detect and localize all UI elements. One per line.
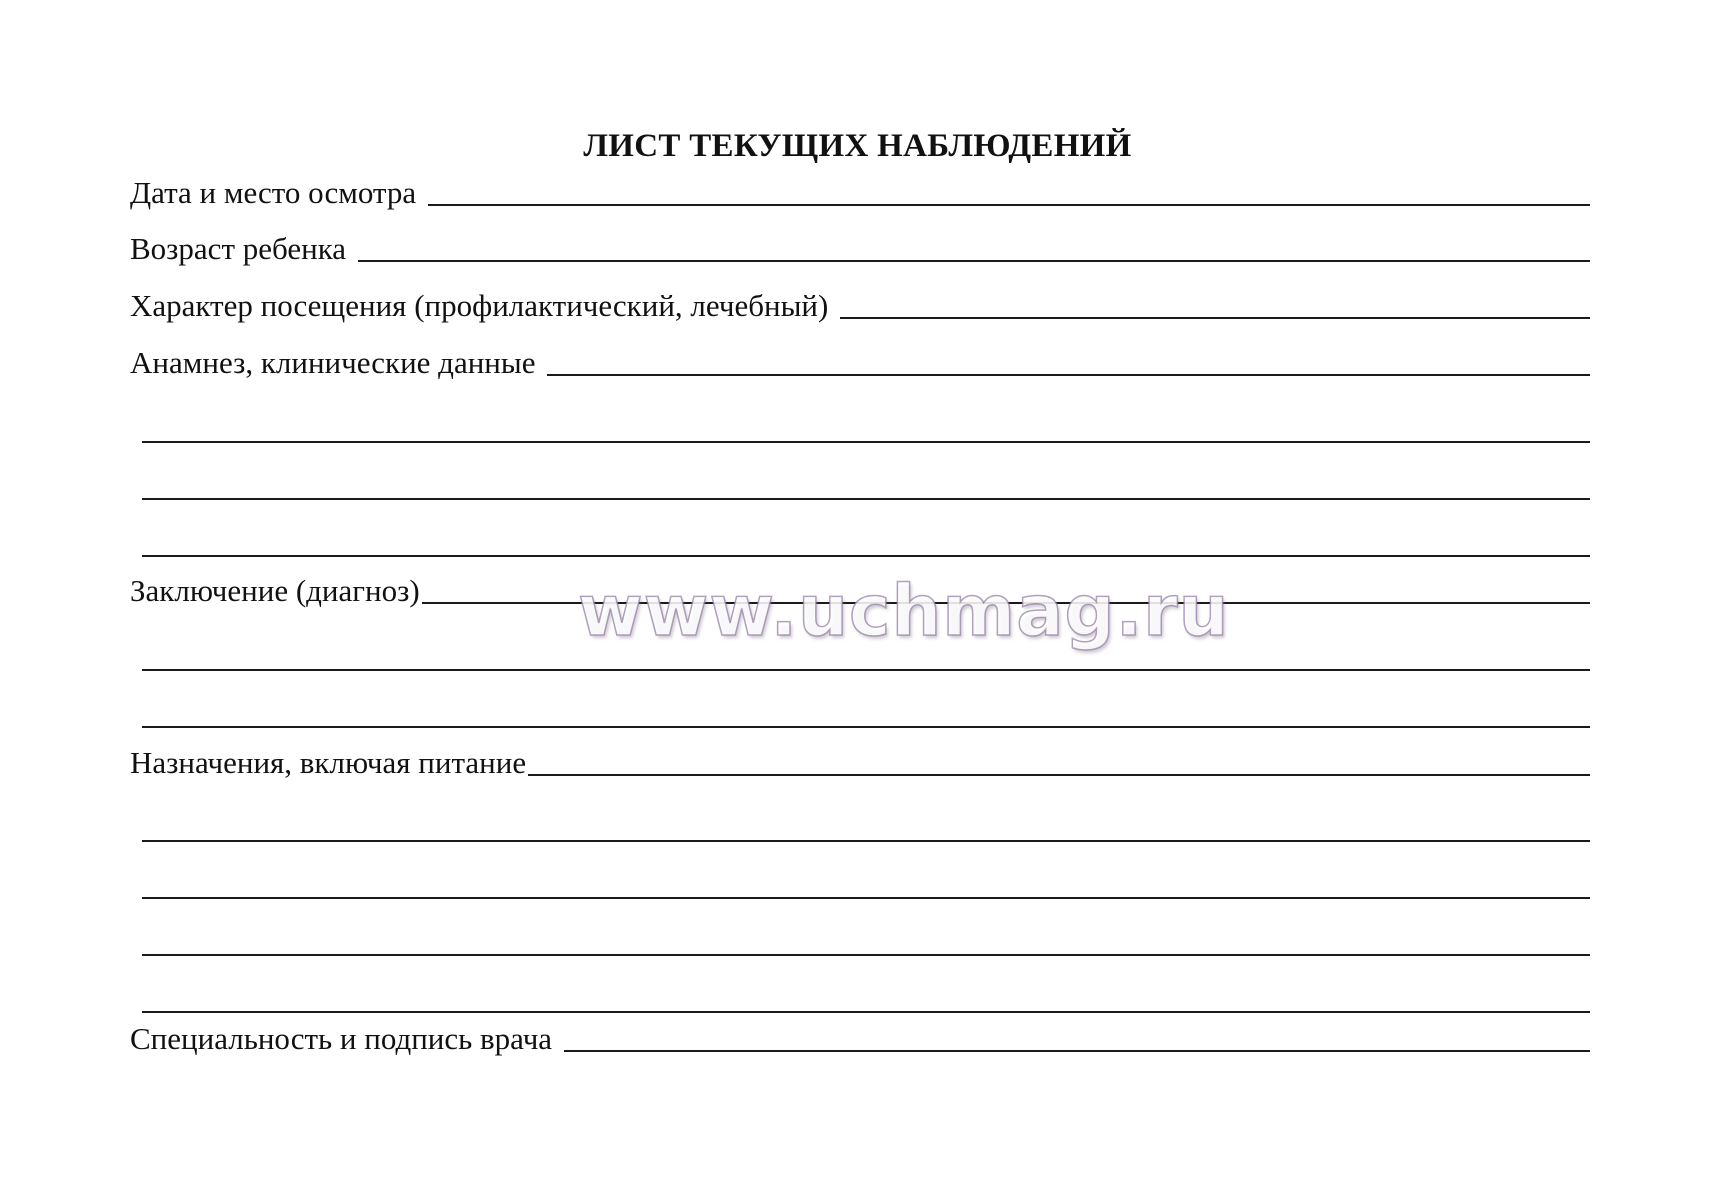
visit-type-line[interactable] — [840, 317, 1590, 319]
anamnesis-blank-line[interactable] — [142, 555, 1590, 557]
exam-date-place-row — [130, 170, 1590, 214]
doctor-signature-label: Специальность и подпись врача — [130, 1021, 553, 1056]
form-title: ЛИСТ ТЕКУЩИХ НАБЛЮДЕНИЙ — [583, 128, 1132, 164]
anamnesis-blank-line[interactable] — [142, 441, 1590, 443]
prescriptions-row — [130, 740, 1590, 784]
anamnesis-blank-line[interactable] — [142, 498, 1590, 500]
site-watermark: www.uchmag.ru — [578, 570, 1230, 652]
conclusion-line[interactable] — [422, 602, 1590, 604]
conclusion-blank-line[interactable] — [142, 669, 1590, 671]
doctor-signature-line[interactable] — [564, 1050, 1590, 1052]
conclusion-blank-line[interactable] — [142, 726, 1590, 728]
prescriptions-blank-line[interactable] — [142, 1011, 1590, 1013]
child-age-line[interactable] — [358, 260, 1590, 262]
conclusion-label: Заключение (диагноз) — [130, 573, 420, 608]
visit-type-row — [130, 283, 1590, 327]
child-age-row — [130, 226, 1590, 270]
visit-type-label: Характер посещения (профилактический, лечебный) — [130, 288, 829, 323]
child-age-label: Возраст ребенка — [130, 231, 347, 266]
prescriptions-blank-line[interactable] — [142, 840, 1590, 842]
conclusion-row — [130, 568, 1590, 612]
exam-date-place-line[interactable] — [428, 204, 1590, 206]
anamnesis-line[interactable] — [547, 374, 1590, 376]
prescriptions-blank-line[interactable] — [142, 954, 1590, 956]
anamnesis-row — [130, 340, 1590, 384]
prescriptions-line[interactable] — [528, 774, 1590, 776]
prescriptions-label: Назначения, включая питание — [130, 745, 527, 780]
exam-date-place-label: Дата и место осмотра — [130, 175, 417, 210]
doctor-signature-row — [130, 1016, 1590, 1060]
prescriptions-blank-line[interactable] — [142, 897, 1590, 899]
anamnesis-label: Анамнез, клинические данные — [130, 345, 536, 380]
